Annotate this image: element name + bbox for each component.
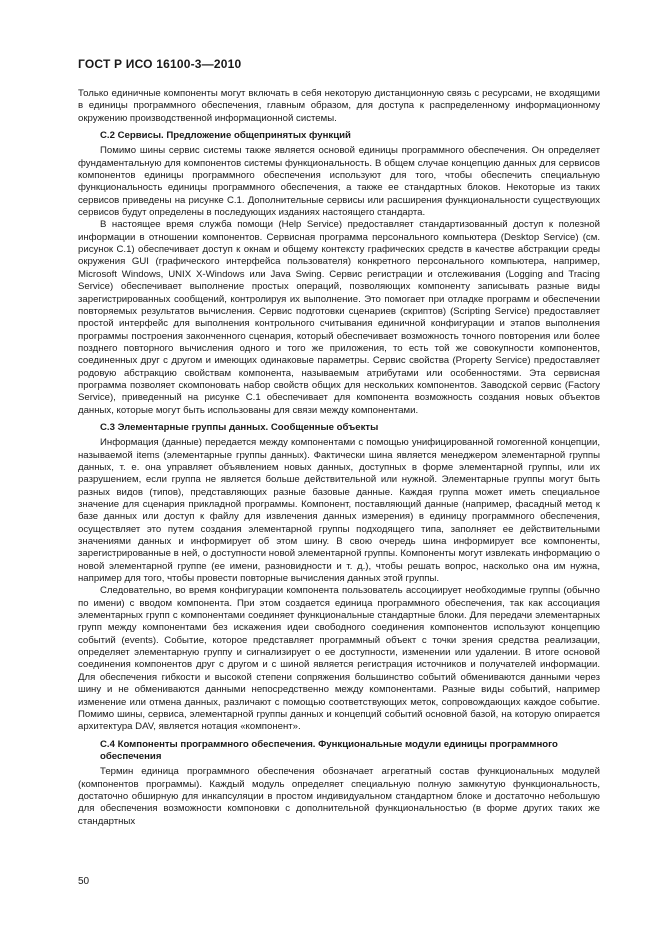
page-number: 50 — [78, 876, 90, 887]
document-body — [78, 88, 600, 828]
section-c2-heading: С.2 Сервисы. Предложение общепринятых функций — [100, 130, 351, 142]
section-c3-paragraph-1: Информация (данные) передается между компонентами с помощью унифицированной гомогенной концепции, называемой items (элементарные группы данных). Фактически шина является менеджером элементарной группы данных, т. е. она управляет объявлением новых данных, доступных в форме элементарной группы, или их разрушением, если группа не является больше действительной или нужной. Элементарные группы могут быть разных видов (типов), представляющих разные базовые данные. Каждая группа может иметь специальное значение для сценария прикладной программы. Компонент, поставляющий данные (например, фасадный метод к базе данных или доступ к файлу для извлечения данных измерения) в единицу программного обеспечения, осуществляет это путем создания элементарной группы подходящего типа, заполняет ее действительными значениями данных и информирует об этом шину. В свою очередь шина информирует все компоненты, зарегистрированные в ней, о доступности новой элементарной группы. Компоненты могут извлекать информацию о новой элементарной группе (ее имени, разновидности и т. д.), чтобы решать вопрос, насколько она им нужна, например для того, чтобы провести повторные вычисления данных этой группы. — [78, 437, 600, 585]
section-c2-paragraph-2: В настоящее время служба помощи (Help Service) предоставляет стандартизованный доступ к полезной информации в отношении компонентов. Сервисная программа персонального компьютера (Desktop Service) (см. рисунок С.1) обеспечивает доступ к окнам и общему контексту графических средств в качестве абстракции среды окружения GUI (графического интерфейса пользователя) конкретного персонального компьютера, например, Microsoft Windows, UNIX X-Windows или Java Swing. Сервис регистрации и отслеживания (Logging and Tracing Service) обеспечивает выполнение простых операций, позволяющих компоненту записывать разные виды зарегистрированных сообщений, контролируя их выполнение. Это помогает при отладке программ и обеспечении повторяемых результатов вычисления. Сервис подготовки сценариев (скриптов) (Scripting Service) предоставляет простой интерфейс для выполнения контрольного считывания единичной конфигурации и этапов выполнения программы построения законченного сценария, который обеспечивает возможность точного повторения или более позднего повторного вычисления одного и того же приложения, то есть той же совокупности компонентов, соединенных друг с другом и имеющих одинаковые параметры. Сервис свойства (Property Service) предоставляет родовую абстракцию свойствам компонента, называемым атрибутами или особенностями. Эта сервисная программа позволяет скомпоновать набор свойств общих для нескольких компонентов. Заводской сервис (Factory Service), приведенный на рисунке С.1 обеспечивает для компонента возможность создания новых объектов данных, которые могут быть использованы для связи между компонентами. — [78, 219, 600, 416]
section-c3-paragraph-2: Следовательно, во время конфигурации компонента пользователь ассоциирует необходимые группы (обычно по имени) с вводом компонента. При этом создается единица программного обеспечения, так как ассоциация элементарных групп с компонентами соединяет функциональные стандартные блоки. Для передачи элементарных групп между компонентами без искажения идеи свободного соединения компонентов используют концепцию событий (events). Событие, которое представляет программный объект с точки зрения средства реализации, определяет элементарную группу и сигнализирует о ее доступности, изменении или удалении. В итоге основой соединения компонентов друг с другом и с шиной является регистрация источников и получателей информации. Для обеспечения гибкости и высокой степени сопряжения большинство событий обмениваются данными через шину и не обмениваются данными непосредственно между компонентами. Разные виды событий, например изменение или отмена данных, различают с помощью соответствующих меток, сопровождающих каждое событие. Помимо шины, сервиса, элементарной группы данных и концепций событий основной базой, на которую опирается архитектура DAV, является нотация «компонент». — [78, 585, 600, 733]
intro-paragraph: Только единичные компоненты могут включать в себя некоторую дистанционную связь с ресурсами, не входящими в единицы программного обеспечения, главным образом, для доступа к распределенному информационному окружению производственной информационной системы. — [78, 88, 600, 124]
section-c2-paragraph-1: Помимо шины сервис системы также является основой единицы программного обеспечения. Он определяет фундаментальную для компонентов системы функциональность. В общем случае концепцию данных для сервисов компонентов единицы программного обеспечения используют для того, чтобы обеспечить специальную функциональность единицы программного обеспечения, а также ее стандартных блоков. Некоторые из таких сервисов приведены на рисунке С.1. Дополнительные сервисы или расширения функциональности существующих сервисов будут определены в последующих изданиях настоящего стандарта. — [78, 145, 600, 219]
document-header: ГОСТ Р ИСО 16100-3—2010 — [78, 57, 242, 71]
section-c4-heading: С.4 Компоненты программного обеспечения. Функциональные модули единицы программного обеспечения — [100, 738, 558, 762]
section-c4-paragraph-1: Термин единица программного обеспечения обозначает агрегатный состав функциональных модулей (компонентов программы). Каждый модуль определяет специальную полную замкнутую функциональность, достаточно обширную для инкапсуляции в простом индивидуальном стандартном блоке и достаточно небольшую для обеспечения возможности компоновки с дополнительной функциональностью (в форме других таких же стандартных — [78, 766, 600, 827]
section-c3-heading: С.3 Элементарные группы данных. Сообщенные объекты — [100, 421, 379, 433]
